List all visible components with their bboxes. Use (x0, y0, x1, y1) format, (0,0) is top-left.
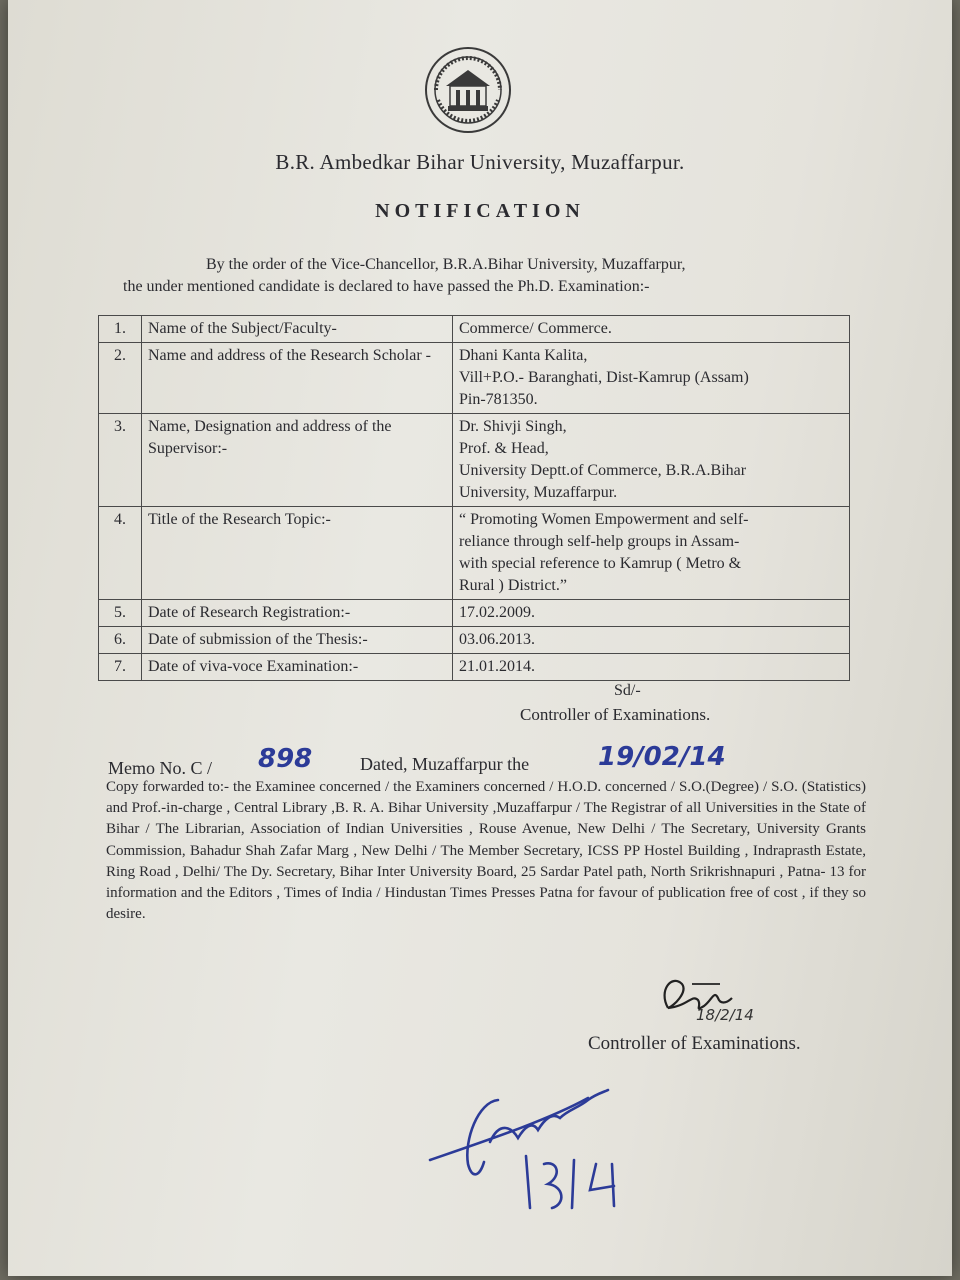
row-number: 7. (99, 654, 142, 681)
controller-title-2: Controller of Examinations. (588, 1033, 801, 1054)
row-value-line: Prof. & Head, (459, 440, 549, 457)
row-number: 2. (99, 343, 142, 414)
row-value-line: 21.01.2014. (459, 658, 535, 675)
row-value-line: Vill+P.O.- Baranghati, Dist-Kamrup (Assam) (459, 369, 749, 386)
details-row (99, 627, 850, 654)
controller-title-1: Controller of Examinations. (520, 705, 711, 724)
row-value-line: Dhani Kanta Kalita, (459, 347, 588, 364)
row-label: Name, Designation and address of the Supervisor:- (142, 414, 453, 507)
sd-mark: Sd/- (614, 682, 641, 699)
notification-document (8, 0, 952, 1276)
copy-forwarded-paragraph: Copy forwarded to:- the Examinee concerned / the Examiners concerned / H.O.D. concerned / S.O.(Degree) / S.O. (Statistics) and Prof.-in-charge , Central Library ,B. R. A. Bihar University ,Muzaffarpur / The Registrar of all Universities in the State of Bihar / The Librarian, Association of Indian Universities , Rouse Avenue, New Delhi / The Secretary, University Grants Commission, Bahadur Shah Zafar Marg , New Delhi / The Member Secretary, ICSS PP Hostel Building , Indraprasth Estate, Ring Road , Delhi/ The Dy. Secretary, Bihar Inter University Board, 25 Sardar Patel path, North Srikrishnapuri , Patna- 13 for information and the Editors , Times of India / Hindustan Times Presses Patna for favour of publication free of cost , if they so desire. (106, 779, 866, 923)
university-seal-icon (424, 46, 512, 134)
memo-number-handwritten: 898 (258, 744, 313, 774)
row-value-line: 17.02.2009. (459, 604, 535, 621)
details-row (99, 654, 850, 681)
signature-1-date: 18/2/14 (696, 1006, 754, 1024)
receiver-signature (428, 1080, 668, 1220)
controller-signature (628, 960, 808, 1040)
row-value (453, 654, 850, 681)
notification-heading: NOTIFICATION (375, 200, 585, 222)
details-row (99, 414, 850, 507)
row-label: Name of the Subject/Faculty- (142, 316, 453, 343)
intro-line-1: By the order of the Vice-Chancellor, B.R.A.Bihar University, Muzaffarpur, (206, 256, 686, 273)
row-label: Name and address of the Research Scholar - (142, 343, 453, 414)
row-number: 4. (99, 507, 142, 600)
row-value-line: Commerce/ Commerce. (459, 320, 612, 337)
memo-label: Memo No. C / (108, 758, 213, 778)
row-value-line: “ Promoting Women Empowerment and self- (459, 511, 749, 528)
row-value (453, 414, 850, 507)
row-value-line: Rural ) District.” (459, 577, 567, 594)
row-value-line: University Deptt.of Commerce, B.R.A.Bihar (459, 462, 747, 479)
row-number: 3. (99, 414, 142, 507)
details-row (99, 507, 850, 600)
row-label: Date of viva-voce Examination:- (142, 654, 453, 681)
row-value-line: University, Muzaffarpur. (459, 484, 618, 501)
university-name: B.R. Ambedkar Bihar University, Muzaffarpur. (275, 150, 685, 174)
row-value (453, 316, 850, 343)
row-label: Title of the Research Topic:- (142, 507, 453, 600)
row-value-line: Pin-781350. (459, 391, 538, 408)
row-value (453, 507, 850, 600)
memo-dated-label: Dated, Muzaffarpur the (360, 754, 530, 774)
details-row (99, 316, 850, 343)
row-number: 5. (99, 600, 142, 627)
row-value (453, 600, 850, 627)
row-label: Date of submission of the Thesis:- (142, 627, 453, 654)
row-value-line: Dr. Shivji Singh, (459, 418, 567, 435)
row-number: 6. (99, 627, 142, 654)
row-value (453, 343, 850, 414)
candidate-details-table (98, 315, 850, 681)
row-number: 1. (99, 316, 142, 343)
details-row (99, 600, 850, 627)
row-label: Date of Research Registration:- (142, 600, 453, 627)
memo-date-handwritten: 19/02/14 (598, 742, 726, 772)
row-value-line: 03.06.2013. (459, 631, 535, 648)
details-row (99, 343, 850, 414)
row-value-line: with special reference to Kamrup ( Metro & (459, 555, 742, 572)
row-value (453, 627, 850, 654)
row-value-line: reliance through self-help groups in Assam- (459, 533, 740, 550)
intro-line-2: the under mentioned candidate is declared to have passed the Ph.D. Examination:- (123, 278, 650, 295)
